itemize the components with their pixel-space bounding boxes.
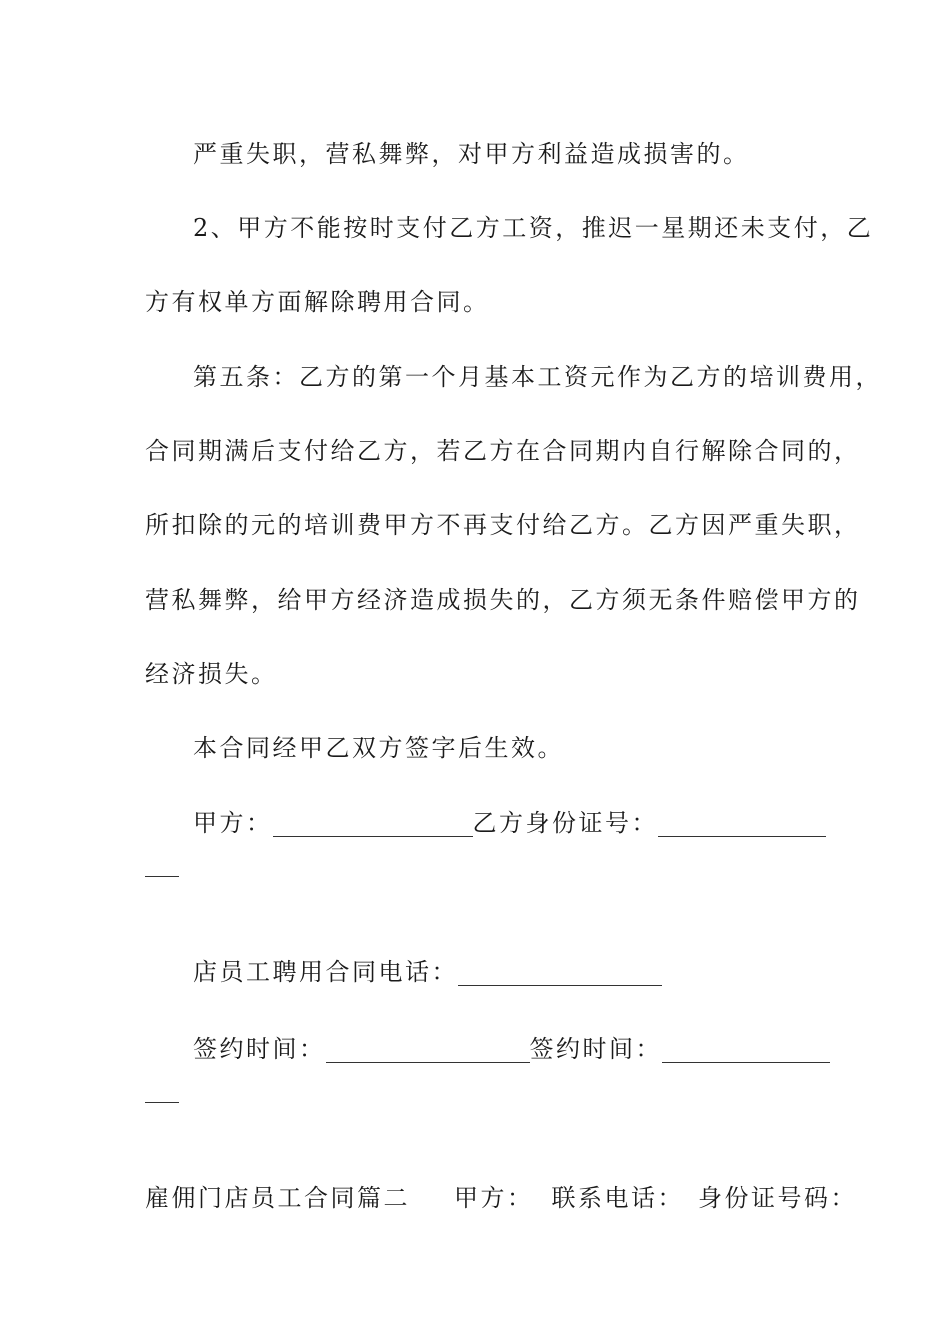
paragraph-line: 严重失职，营私舞弊，对甲方利益造成损害的。	[193, 140, 750, 168]
party-a-blank[interactable]	[273, 812, 473, 837]
footer-row	[145, 1183, 857, 1213]
party-b-id-blank[interactable]	[658, 812, 826, 837]
paragraph-line: 2、甲方不能按时支付乙方工资，推迟一星期还未支付，乙	[193, 214, 874, 242]
signature-row-time	[193, 1034, 830, 1064]
section-title: 雇佣门店员工合同篇二	[145, 1184, 410, 1212]
sign-time-blank-b[interactable]	[662, 1038, 830, 1063]
footer-party-a-label: 甲方：	[454, 1184, 534, 1212]
paragraph-line: 所扣除的元的培训费甲方不再支付给乙方。乙方因严重失职，	[145, 511, 861, 539]
paragraph-line: 经济损失。	[145, 660, 278, 688]
blank-continuation	[145, 1102, 179, 1103]
sign-time-blank-a[interactable]	[326, 1038, 530, 1063]
paragraph-line: 营私舞弊，给甲方经济造成损失的，乙方须无条件赔偿甲方的	[145, 586, 861, 614]
phone-blank[interactable]	[458, 961, 662, 986]
paragraph-line: 本合同经甲乙双方签字后生效。	[193, 734, 564, 762]
footer-phone-label: 联系电话：	[551, 1184, 684, 1212]
party-b-id-label: 乙方身份证号：	[472, 809, 658, 837]
sign-time-label-a: 签约时间：	[193, 1035, 326, 1063]
signature-row-phone	[193, 957, 662, 987]
footer-id-label: 身份证号码：	[698, 1184, 857, 1212]
blank-continuation	[145, 876, 179, 877]
phone-label: 店员工聘用合同电话：	[193, 958, 458, 986]
paragraph-line: 方有权单方面解除聘用合同。	[145, 288, 490, 316]
paragraph-line: 合同期满后支付给乙方，若乙方在合同期内自行解除合同的，	[145, 437, 861, 465]
signature-row-party	[193, 808, 826, 838]
sign-time-label-b: 签约时间：	[529, 1035, 662, 1063]
paragraph-line: 第五条：乙方的第一个月基本工资元作为乙方的培训费用，	[193, 363, 882, 391]
party-a-label: 甲方：	[193, 809, 273, 837]
